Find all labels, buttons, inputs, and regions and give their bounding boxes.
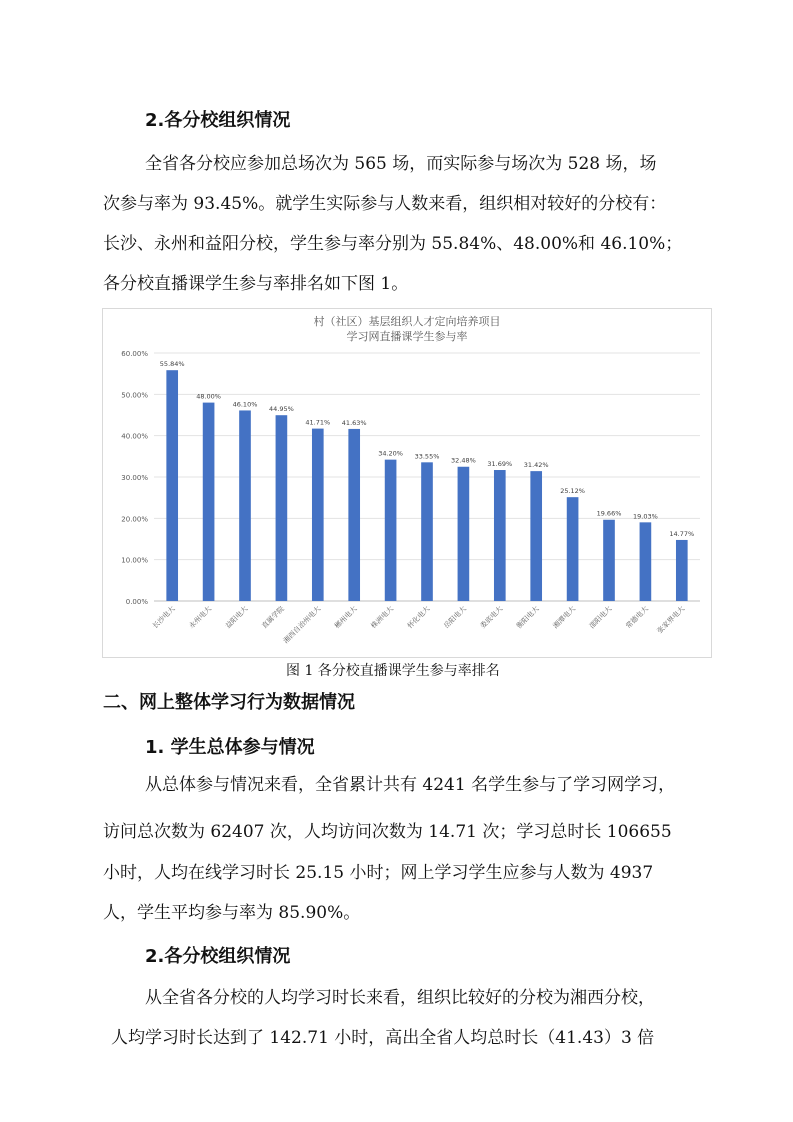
section-heading-branch-organization-2: 2.各分校组织情况 <box>145 946 291 967</box>
data-label: 41.63% <box>341 418 367 427</box>
chart-subtitle: 学习网直播课学生参与率 <box>346 330 468 343</box>
y-tick-label: 0.00% <box>125 598 148 606</box>
y-tick-label: 20.00% <box>121 515 148 524</box>
paragraph-line: 长沙、永州和益阳分校，学生参与率分别为 55.84%、48.00%和 46.10%； <box>103 234 683 254</box>
data-label: 33.55% <box>414 452 440 461</box>
y-tick-label: 50.00% <box>121 391 148 400</box>
x-tick-label: 岳阳电大 <box>442 604 468 631</box>
data-label: 14.77% <box>669 529 695 538</box>
bar <box>676 540 688 601</box>
paragraph-line: 从总体参与情况来看，全省累计共有 4241 名学生参与了学习网学习， <box>145 775 676 795</box>
bar <box>385 460 397 601</box>
chart-title: 村（社区）基层组织人才定向培养项目 <box>313 315 501 328</box>
bar <box>603 520 615 601</box>
y-tick-label: 60.00% <box>121 350 148 358</box>
bar <box>640 522 652 601</box>
bar <box>276 415 288 601</box>
x-tick-label: 娄底电大 <box>478 604 505 631</box>
bar <box>421 462 433 601</box>
data-label: 32.48% <box>451 456 476 465</box>
participation-rate-chart <box>102 308 712 658</box>
section-heading-overall-participation: 1. 学生总体参与情况 <box>145 737 315 758</box>
x-tick-label: 直属学院 <box>260 604 286 631</box>
data-label: 19.03% <box>633 512 658 521</box>
bar <box>494 470 506 601</box>
x-tick-label: 湘西自治州电大 <box>281 604 323 646</box>
section-heading-branch-organization: 2.各分校组织情况 <box>145 110 291 131</box>
bar <box>567 497 579 601</box>
data-label: 25.12% <box>560 487 585 496</box>
paragraph-line: 全省各分校应参加总场次为 565 场，而实际参与场次为 528 场，场 <box>145 154 657 174</box>
paragraph-line: 访问总次数为 62407 次，人均访问次数为 14.71 次；学习总时长 106655 <box>103 822 672 842</box>
x-tick-label: 常德电大 <box>624 604 650 631</box>
paragraph-line: 小时，人均在线学习时长 25.15 小时；网上学习学生应参与人数为 4937 <box>103 863 654 883</box>
bar <box>312 429 324 601</box>
data-label: 31.42% <box>523 461 549 470</box>
bar <box>458 467 470 601</box>
data-label: 31.69% <box>487 460 513 469</box>
y-tick-label: 10.00% <box>121 556 148 565</box>
data-label: 55.84% <box>159 360 185 369</box>
x-tick-label: 怀化电大 <box>405 604 432 631</box>
x-tick-label: 永州电大 <box>187 604 214 631</box>
paragraph-line: 次参与率为 93.45%。就学生实际参与人数来看，组织相对较好的分校有： <box>103 194 667 214</box>
paragraph-line: 各分校直播课学生参与率排名如下图 1。 <box>103 274 409 294</box>
paragraph-line: 人均学习时长达到了 142.71 小时，高出全省人均总时长（41.43）3 倍 <box>111 1028 655 1048</box>
bar <box>166 370 178 601</box>
x-tick-label: 长沙电大 <box>151 604 177 631</box>
data-label: 44.95% <box>269 405 294 414</box>
data-label: 34.20% <box>378 449 403 458</box>
bar <box>348 429 360 601</box>
x-tick-label: 株洲电大 <box>369 604 396 631</box>
bar <box>203 403 215 601</box>
data-label: 48.00% <box>196 392 221 401</box>
x-tick-label: 湘潭电大 <box>551 604 578 631</box>
bar <box>239 410 251 601</box>
x-tick-label: 郴州电大 <box>333 604 359 631</box>
y-tick-label: 30.00% <box>121 474 148 482</box>
chart-frame <box>103 309 712 658</box>
paragraph-line: 从全省各分校的人均学习时长来看，组织比较好的分校为湘西分校， <box>145 988 655 1008</box>
data-label: 41.71% <box>305 418 331 427</box>
x-tick-label: 邵阳电大 <box>587 604 614 631</box>
x-tick-label: 衡阳电大 <box>515 604 541 631</box>
bar <box>530 471 542 601</box>
section-heading-online-learning: 二、网上整体学习行为数据情况 <box>103 692 355 713</box>
x-tick-label: 益阳电大 <box>223 604 250 631</box>
x-tick-label: 张家界电大 <box>655 604 687 636</box>
chart-svg <box>102 308 712 658</box>
data-label: 46.10% <box>232 400 258 409</box>
figure-caption: 图 1 各分校直播课学生参与率排名 <box>286 663 500 679</box>
paragraph-line: 人，学生平均参与率为 85.90%。 <box>103 903 361 923</box>
y-tick-label: 40.00% <box>121 432 148 441</box>
data-label: 19.66% <box>596 509 622 518</box>
